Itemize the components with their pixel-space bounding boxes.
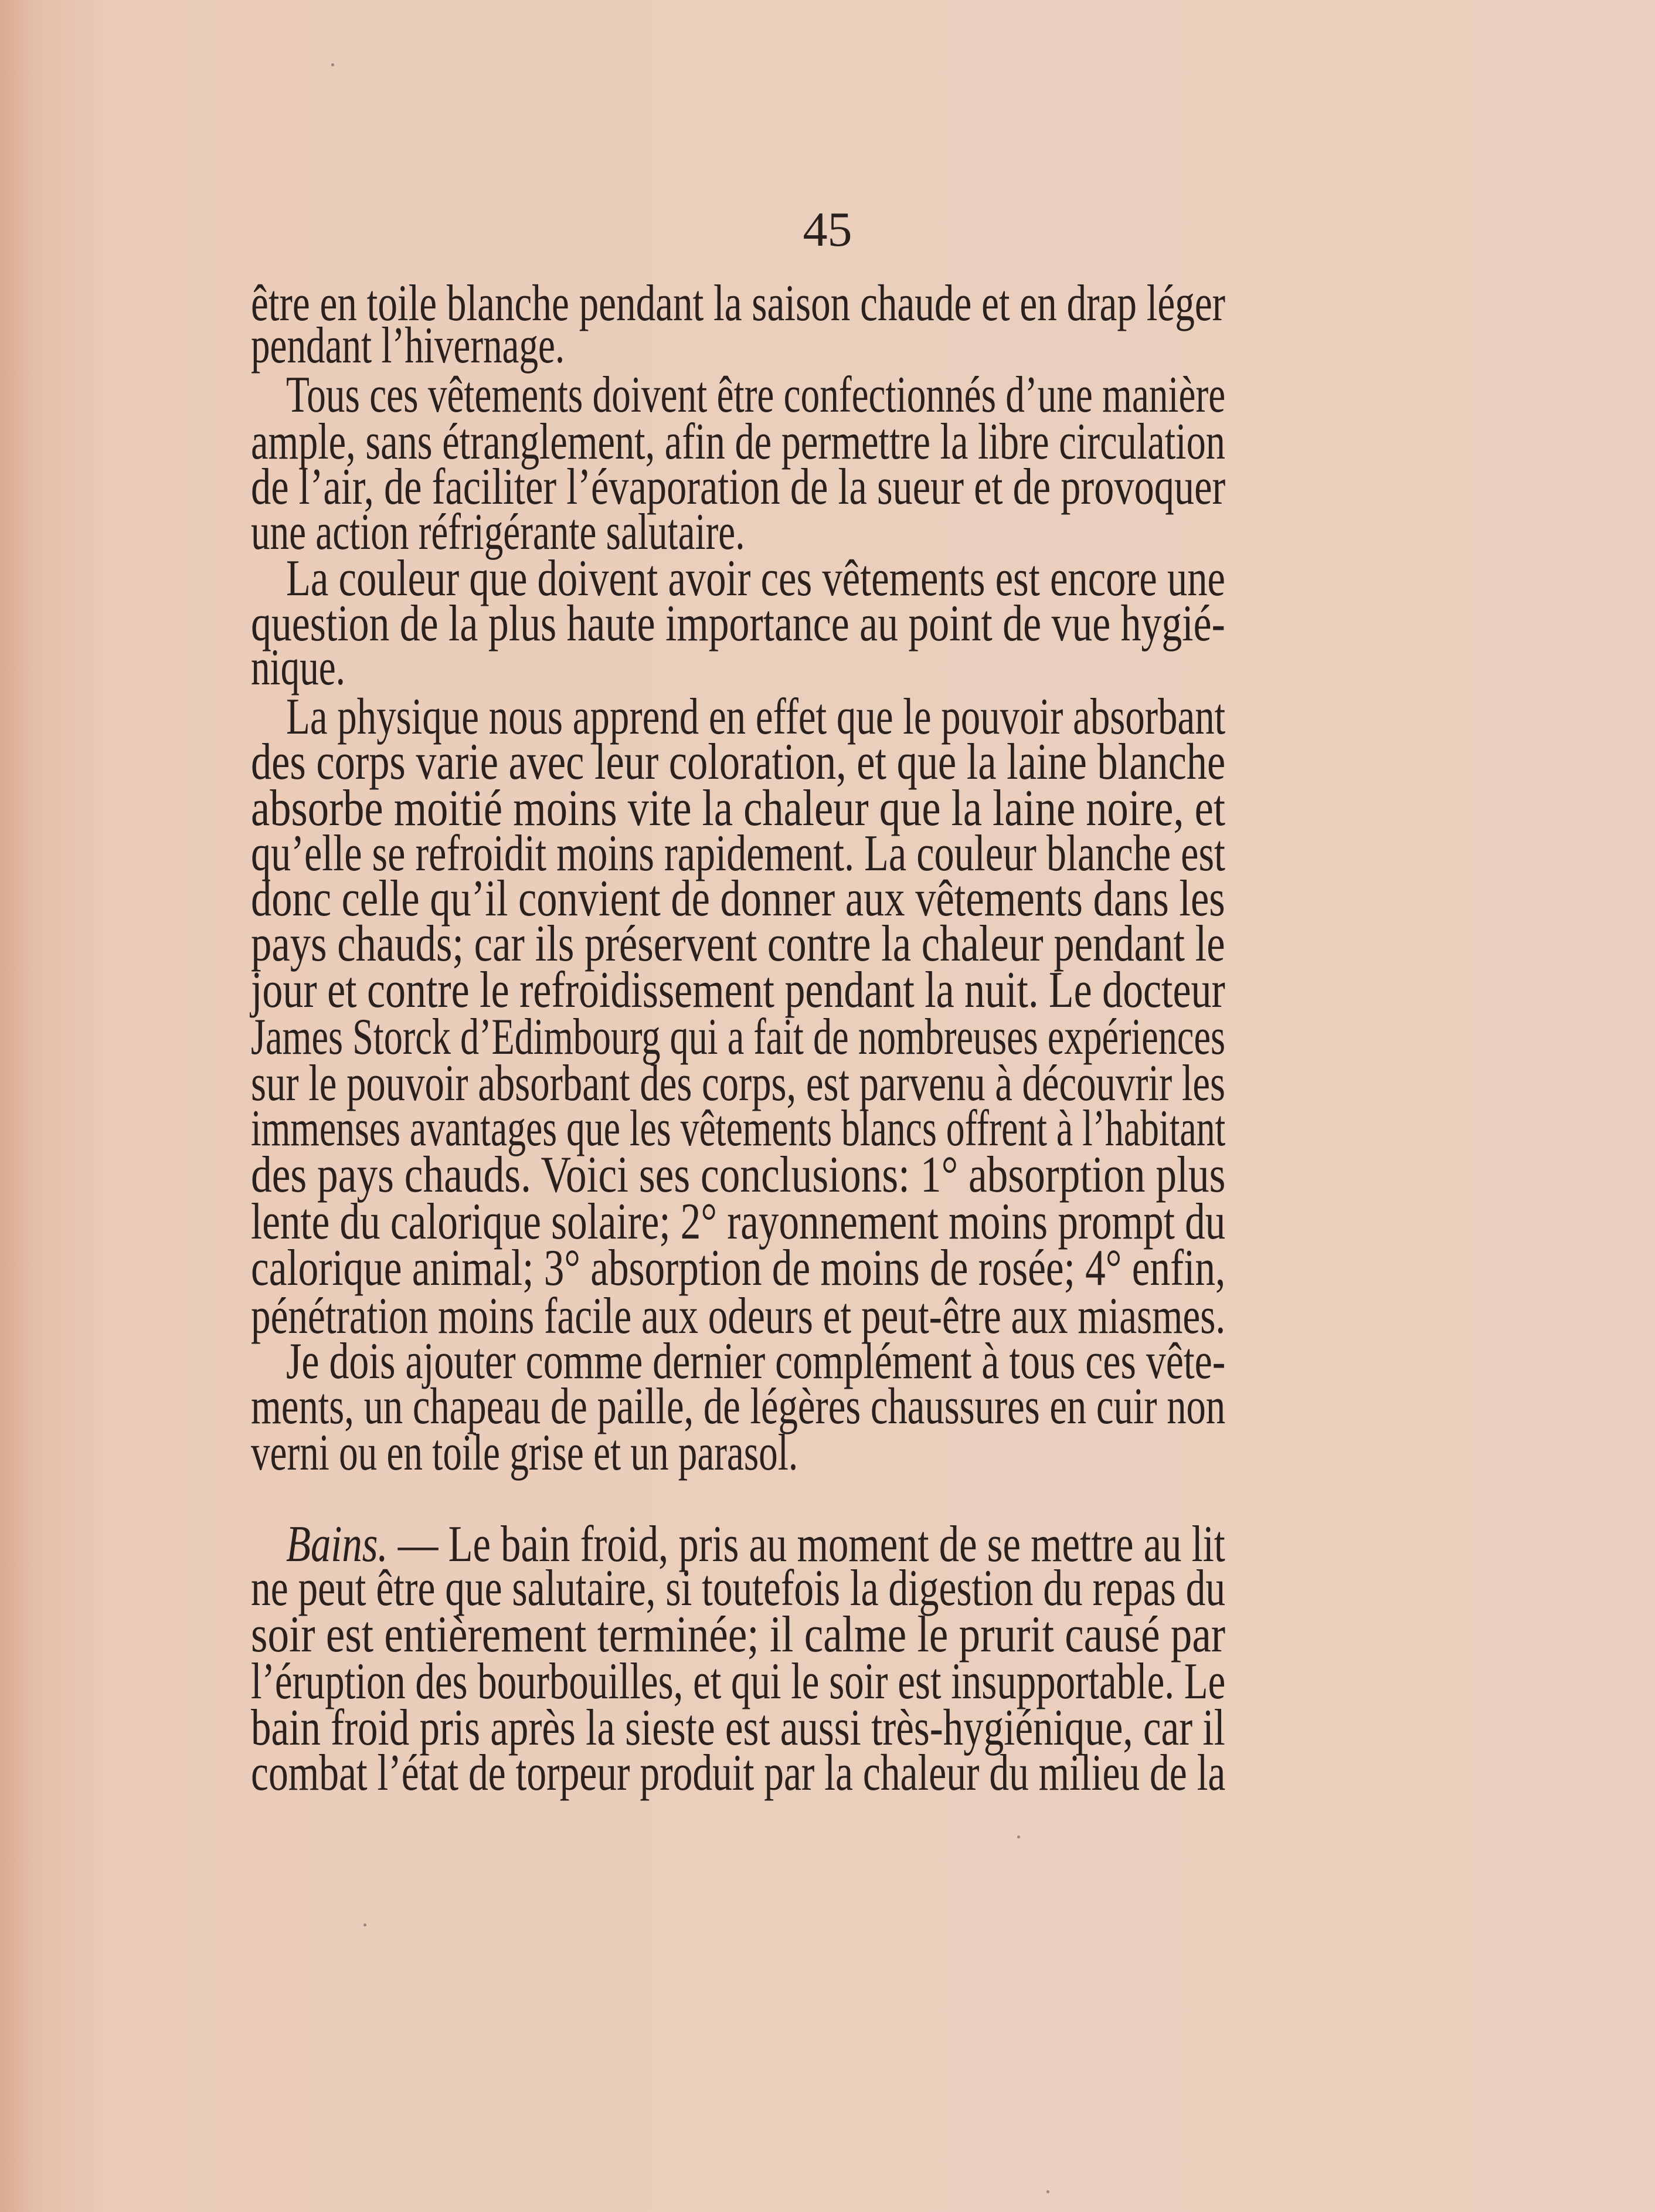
section-heading: Bains. bbox=[286, 1516, 388, 1573]
text-line: l’éruption des bourbouilles, et qui le soir est insupportable. Le bbox=[251, 1653, 1226, 1710]
paper-speck bbox=[363, 1923, 366, 1926]
text-line: absorbe moitié moins vite la chaleur que la laine noire, et bbox=[251, 780, 1225, 837]
paper-speck bbox=[331, 63, 334, 66]
paper-speck bbox=[1017, 1836, 1020, 1838]
text-line: de l’air, de faciliter l’évaporation de la sueur et de provoquer bbox=[251, 459, 1226, 515]
text-line: La couleur que doivent avoir ces vêtements est encore une bbox=[286, 550, 1225, 607]
text-line: pendant l’hivernage. bbox=[251, 317, 565, 374]
text-line: ample, sans étranglement, afin de permettre la libre circulation bbox=[251, 413, 1225, 470]
text-line: être en toile blanche pendant la saison chaude et en drap léger bbox=[251, 275, 1226, 332]
text-line: combat l’état de torpeur produit par la chaleur du milieu de la bbox=[251, 1745, 1226, 1802]
text-line: La physique nous apprend en effet que le pouvoir absorbant bbox=[286, 688, 1226, 745]
text-line: question de la plus haute importance au point de vue hygié- bbox=[251, 595, 1225, 652]
text-line: bain froid pris après la sieste est aussi très-hygiénique, car il bbox=[251, 1699, 1225, 1756]
text-line: ments, un chapeau de paille, de légères chaussures en cuir non bbox=[251, 1378, 1226, 1435]
text-line: nique. bbox=[251, 639, 345, 696]
text-line: James Storck d’Edimbourg qui a fait de nombreuses expériences bbox=[251, 1009, 1225, 1066]
text-line: Tous ces vêtements doivent être confectionnés d’une manière bbox=[286, 367, 1226, 423]
page-number: 45 bbox=[803, 202, 852, 257]
text-line: Je dois ajouter comme dernier complément à tous ces vête- bbox=[286, 1333, 1226, 1390]
text-line: jour et contre le refroidissement pendant la nuit. Le docteur bbox=[251, 962, 1225, 1019]
text-line: soir est entièrement terminée; il calme le prurit causé par bbox=[251, 1606, 1226, 1663]
text-line: des corps varie avec leur coloration, et que la laine blanche bbox=[251, 734, 1226, 791]
text-line: qu’elle se refroidit moins rapidement. La couleur blanche est bbox=[251, 825, 1225, 882]
text-line: pénétration moins facile aux odeurs et peut-être aux miasmes. bbox=[251, 1288, 1226, 1345]
text-line: des pays chauds. Voici ses conclusions: 1° absorption plus bbox=[251, 1146, 1226, 1203]
text-line: calorique animal; 3° absorption de moins de rosée; 4° enfin, bbox=[251, 1240, 1226, 1297]
text-line: pays chauds; car ils préservent contre la chaleur pendant le bbox=[251, 915, 1225, 972]
text-line: lente du calorique solaire; 2° rayonnement moins prompt du bbox=[251, 1193, 1226, 1250]
text-line: immenses avantages que les vêtements blancs offrent à l’habitant bbox=[251, 1100, 1226, 1157]
text-line: sur le pouvoir absorbant des corps, est parvenu à découvrir les bbox=[251, 1055, 1226, 1112]
text-line: verni ou en toile grise et un parasol. bbox=[251, 1424, 798, 1481]
text-line: — Le bain froid, pris au moment de se mettre au lit bbox=[397, 1516, 1225, 1573]
paper-speck bbox=[1046, 2190, 1049, 2193]
text-line: donc celle qu’il convient de donner aux vêtements dans les bbox=[251, 870, 1225, 927]
text-line: une action réfrigérante salutaire. bbox=[251, 504, 745, 561]
text-line: ne peut être que salutaire, si toutefois la digestion du repas du bbox=[251, 1560, 1226, 1617]
